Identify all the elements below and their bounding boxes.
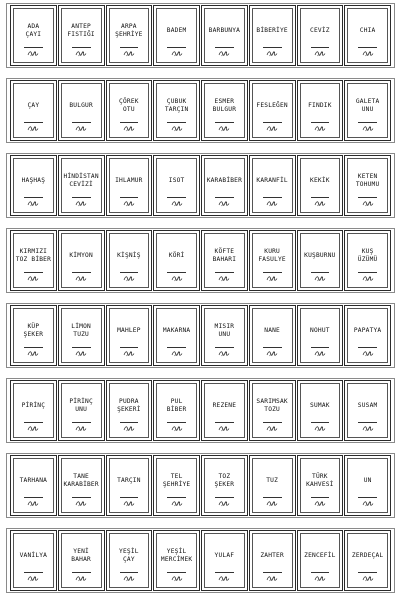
underline-divider (215, 122, 234, 123)
spice-label (344, 305, 391, 366)
underline-divider (215, 422, 234, 423)
flourish-mark-icon (59, 275, 104, 284)
spice-label (106, 380, 153, 441)
flourish-mark-icon (107, 50, 152, 59)
spice-name: NANE (264, 327, 280, 334)
flourish-mark-icon (345, 575, 390, 584)
underline-divider (311, 197, 330, 198)
underline-divider (72, 122, 91, 123)
spice-name: SUMAK (310, 402, 330, 409)
spice-label (344, 155, 391, 216)
spice-name: PUL BİBER (166, 398, 187, 413)
underline-divider (311, 572, 330, 573)
underline-divider (311, 47, 330, 48)
flourish-mark-icon (107, 125, 152, 134)
underline-divider (72, 197, 91, 198)
spice-label (344, 5, 391, 66)
spice-label (297, 455, 344, 516)
spice-label (58, 5, 105, 66)
spice-name: ESMER BULGUR (212, 98, 237, 113)
spice-name: MAKARNA (162, 327, 191, 334)
spice-label (249, 5, 296, 66)
underline-divider (120, 347, 139, 348)
flourish-mark-icon (11, 125, 56, 134)
flourish-mark-icon (59, 200, 104, 209)
flourish-mark-icon (11, 50, 56, 59)
spice-name: ANTEP FISTIĞI (67, 23, 95, 38)
spice-name: MAHLEP (117, 327, 141, 334)
flourish-mark-icon (59, 575, 104, 584)
spice-label (10, 5, 57, 66)
spice-label (106, 305, 153, 366)
spice-label (58, 305, 105, 366)
underline-divider (72, 497, 91, 498)
spice-label (106, 530, 153, 591)
spice-name: ZAHTER (260, 552, 284, 559)
underline-divider (215, 47, 234, 48)
spice-label (10, 530, 57, 591)
label-row (6, 228, 395, 293)
flourish-mark-icon (154, 350, 199, 359)
flourish-mark-icon (345, 275, 390, 284)
underline-divider (215, 197, 234, 198)
spice-label (297, 80, 344, 141)
flourish-mark-icon (11, 500, 56, 509)
label-strip (10, 5, 391, 66)
spice-name: BADEM (166, 27, 187, 34)
underline-divider (72, 272, 91, 273)
spice-name: FESLEĞEN (256, 102, 288, 109)
spice-label (297, 380, 344, 441)
underline-divider (311, 497, 330, 498)
spice-name: TARHANA (19, 477, 48, 484)
flourish-mark-icon (202, 275, 247, 284)
spice-name: PUDRA ŞEKERİ (117, 398, 141, 413)
spice-name: ÇÖREK OTU (119, 98, 139, 113)
flourish-mark-icon (107, 350, 152, 359)
flourish-mark-icon (345, 500, 390, 509)
underline-divider (167, 47, 186, 48)
spice-label (58, 230, 105, 291)
spice-name: UN (363, 477, 372, 484)
spice-name: KUŞBURNU (304, 252, 336, 259)
spice-name: TEL ŞEHRİYE (162, 473, 191, 488)
spice-label (58, 455, 105, 516)
spice-name: PİRİNÇ (21, 402, 46, 409)
spice-name: KIRMIZI TOZ BİBER (15, 248, 52, 263)
underline-divider (263, 347, 282, 348)
label-strip (10, 380, 391, 441)
spice-name: YEŞİL ÇAY (119, 548, 139, 563)
spice-name: GALETA UNU (355, 98, 380, 113)
spice-label (297, 5, 344, 66)
flourish-mark-icon (298, 500, 343, 509)
spice-name: KUŞ ÜZÜMÜ (357, 248, 378, 263)
spice-label (153, 80, 200, 141)
spice-label (153, 530, 200, 591)
underline-divider (120, 422, 139, 423)
spice-name: TÜRK KAHVESİ (306, 473, 334, 488)
spice-label (106, 80, 153, 141)
flourish-mark-icon (154, 50, 199, 59)
flourish-mark-icon (107, 500, 152, 509)
flourish-mark-icon (298, 350, 343, 359)
spice-name: KÜP ŞEKER (23, 323, 44, 338)
underline-divider (358, 572, 377, 573)
spice-name: KİMYON (69, 252, 93, 259)
underline-divider (263, 122, 282, 123)
spice-label (344, 380, 391, 441)
underline-divider (24, 197, 43, 198)
spice-name: SARIMSAK TOZU (256, 398, 288, 413)
flourish-mark-icon (154, 575, 199, 584)
spice-name: PİRİNÇ UNU (69, 398, 93, 413)
flourish-mark-icon (250, 500, 295, 509)
underline-divider (358, 197, 377, 198)
underline-divider (358, 347, 377, 348)
spice-name: ARPA ŞEHRİYE (115, 23, 143, 38)
flourish-mark-icon (11, 275, 56, 284)
underline-divider (358, 122, 377, 123)
flourish-mark-icon (345, 350, 390, 359)
spice-label (10, 230, 57, 291)
label-row (6, 78, 395, 143)
spice-label (344, 530, 391, 591)
underline-divider (167, 347, 186, 348)
spice-name: KEKİK (310, 177, 330, 184)
spice-name: VANİLYA (19, 552, 48, 559)
flourish-mark-icon (298, 125, 343, 134)
flourish-mark-icon (154, 500, 199, 509)
spice-label (153, 305, 200, 366)
underline-divider (120, 47, 139, 48)
underline-divider (167, 572, 186, 573)
spice-label (201, 455, 248, 516)
flourish-mark-icon (345, 200, 390, 209)
spice-label (106, 5, 153, 66)
underline-divider (358, 47, 377, 48)
spice-name: TOZ ŞEKER (214, 473, 235, 488)
flourish-mark-icon (11, 350, 56, 359)
spice-label (249, 80, 296, 141)
underline-divider (72, 572, 91, 573)
spice-label (106, 230, 153, 291)
spice-name: BARBUNYA (208, 27, 241, 34)
underline-divider (24, 122, 43, 123)
spice-label (344, 455, 391, 516)
label-row (6, 303, 395, 368)
spice-label (58, 80, 105, 141)
spice-name: KÖRİ (168, 252, 185, 259)
underline-divider (167, 497, 186, 498)
spice-name: ADA ÇAYI (25, 23, 42, 38)
underline-divider (263, 272, 282, 273)
flourish-mark-icon (11, 425, 56, 434)
underline-divider (72, 422, 91, 423)
underline-divider (215, 572, 234, 573)
spice-label (106, 155, 153, 216)
label-strip (10, 455, 391, 516)
spice-name: YULAF (214, 552, 235, 559)
spice-label (201, 380, 248, 441)
spice-name: KARABİBER (206, 177, 243, 184)
underline-divider (24, 47, 43, 48)
spice-label (249, 155, 296, 216)
flourish-mark-icon (154, 200, 199, 209)
underline-divider (215, 347, 234, 348)
spice-label (10, 380, 57, 441)
flourish-mark-icon (345, 125, 390, 134)
flourish-mark-icon (59, 425, 104, 434)
spice-name: LİMON TUZU (71, 323, 91, 338)
label-strip (10, 230, 391, 291)
flourish-mark-icon (202, 50, 247, 59)
label-strip (10, 530, 391, 591)
underline-divider (358, 497, 377, 498)
flourish-mark-icon (250, 350, 295, 359)
spice-name: FINDIK (308, 102, 332, 109)
spice-label (153, 5, 200, 66)
underline-divider (120, 122, 139, 123)
flourish-mark-icon (250, 125, 295, 134)
spice-label (201, 80, 248, 141)
flourish-mark-icon (154, 125, 199, 134)
spice-name: MISIR UNU (214, 323, 235, 338)
flourish-mark-icon (154, 275, 199, 284)
spice-name: KÖFTE BAHARI (212, 248, 237, 263)
spice-name: ÇUBUK TARÇIN (164, 98, 189, 113)
underline-divider (167, 122, 186, 123)
underline-divider (24, 272, 43, 273)
underline-divider (120, 197, 139, 198)
underline-divider (215, 272, 234, 273)
flourish-mark-icon (154, 425, 199, 434)
spice-label (249, 530, 296, 591)
flourish-mark-icon (202, 425, 247, 434)
label-strip (10, 80, 391, 141)
spice-label (249, 455, 296, 516)
spice-name: IHLAMUR (115, 177, 143, 184)
flourish-mark-icon (250, 275, 295, 284)
underline-divider (263, 572, 282, 573)
label-row (6, 378, 395, 443)
underline-divider (167, 197, 186, 198)
spice-label (10, 305, 57, 366)
spice-name: TANE KARABİBER (63, 473, 99, 488)
underline-divider (120, 272, 139, 273)
underline-divider (311, 272, 330, 273)
spice-name: TUZ (266, 477, 279, 484)
label-row (6, 3, 395, 68)
underline-divider (72, 347, 91, 348)
spice-label (153, 230, 200, 291)
underline-divider (358, 272, 377, 273)
spice-label (249, 380, 296, 441)
spice-name: YEŞİL MERCİMEK (160, 548, 193, 563)
label-row (6, 153, 395, 218)
flourish-mark-icon (298, 425, 343, 434)
spice-label (106, 455, 153, 516)
spice-label (297, 305, 344, 366)
flourish-mark-icon (298, 275, 343, 284)
spice-label (201, 305, 248, 366)
spice-label (201, 155, 248, 216)
label-row (6, 453, 395, 518)
spice-name: SUSAM (357, 402, 378, 409)
spice-label (153, 155, 200, 216)
flourish-mark-icon (202, 125, 247, 134)
flourish-mark-icon (298, 575, 343, 584)
spice-label (297, 530, 344, 591)
spice-name: REZENE (212, 402, 237, 409)
spice-label (249, 305, 296, 366)
spice-name: ISOT (168, 177, 185, 184)
flourish-mark-icon (202, 500, 247, 509)
spice-name: CHIA (359, 27, 376, 34)
underline-divider (311, 347, 330, 348)
flourish-mark-icon (298, 200, 343, 209)
label-strip (10, 155, 391, 216)
flourish-mark-icon (107, 425, 152, 434)
underline-divider (263, 497, 282, 498)
flourish-mark-icon (250, 200, 295, 209)
flourish-mark-icon (59, 350, 104, 359)
spice-label (10, 155, 57, 216)
spice-label (58, 530, 105, 591)
underline-divider (120, 497, 139, 498)
spice-label (153, 455, 200, 516)
spice-name: KETEN TOHUMU (355, 173, 380, 188)
spice-label (201, 530, 248, 591)
flourish-mark-icon (202, 575, 247, 584)
spice-name: ÇAY (27, 102, 40, 109)
flourish-mark-icon (250, 425, 295, 434)
flourish-mark-icon (202, 350, 247, 359)
underline-divider (24, 422, 43, 423)
underline-divider (24, 347, 43, 348)
flourish-mark-icon (107, 575, 152, 584)
spice-name: BULGUR (69, 102, 93, 109)
spice-label (58, 380, 105, 441)
underline-divider (24, 572, 43, 573)
spice-name: NOHUT (310, 327, 330, 334)
flourish-mark-icon (298, 50, 343, 59)
spice-name: ZERDEÇAL (351, 552, 384, 559)
underline-divider (311, 122, 330, 123)
flourish-mark-icon (11, 200, 56, 209)
underline-divider (358, 422, 377, 423)
flourish-mark-icon (250, 575, 295, 584)
spice-label (344, 80, 391, 141)
flourish-mark-icon (59, 125, 104, 134)
flourish-mark-icon (107, 200, 152, 209)
spice-label (10, 455, 57, 516)
label-row (6, 528, 395, 593)
underline-divider (263, 422, 282, 423)
spice-name: TARÇIN (117, 477, 141, 484)
spice-label (201, 5, 248, 66)
underline-divider (263, 197, 282, 198)
underline-divider (120, 572, 139, 573)
underline-divider (167, 272, 186, 273)
underline-divider (215, 497, 234, 498)
spice-label (153, 380, 200, 441)
flourish-mark-icon (250, 50, 295, 59)
spice-name: ZENCEFİL (304, 552, 336, 559)
spice-name: PAPATYA (353, 327, 382, 334)
flourish-mark-icon (107, 275, 152, 284)
spice-label (201, 230, 248, 291)
underline-divider (24, 497, 43, 498)
spice-label (249, 230, 296, 291)
spice-label (297, 230, 344, 291)
flourish-mark-icon (202, 200, 247, 209)
spice-name: HAŞHAŞ (21, 177, 46, 184)
label-strip (10, 305, 391, 366)
underline-divider (263, 47, 282, 48)
underline-divider (72, 47, 91, 48)
spice-name: CEVİZ (310, 27, 330, 34)
spice-name: BİBERİYE (256, 27, 288, 34)
flourish-mark-icon (345, 50, 390, 59)
flourish-mark-icon (345, 425, 390, 434)
spice-label (297, 155, 344, 216)
spice-name: KİŞNİŞ (117, 252, 141, 259)
spice-label (58, 155, 105, 216)
underline-divider (167, 422, 186, 423)
flourish-mark-icon (59, 50, 104, 59)
flourish-mark-icon (59, 500, 104, 509)
spice-name: HİNDİSTAN CEVİZİ (63, 173, 99, 188)
spice-name: KURU FASULYE (258, 248, 286, 263)
spice-name: KARANFİL (256, 177, 288, 184)
spice-name: YENİ BAHAR (71, 548, 91, 563)
spice-label (344, 230, 391, 291)
flourish-mark-icon (11, 575, 56, 584)
underline-divider (311, 422, 330, 423)
spice-label (10, 80, 57, 141)
